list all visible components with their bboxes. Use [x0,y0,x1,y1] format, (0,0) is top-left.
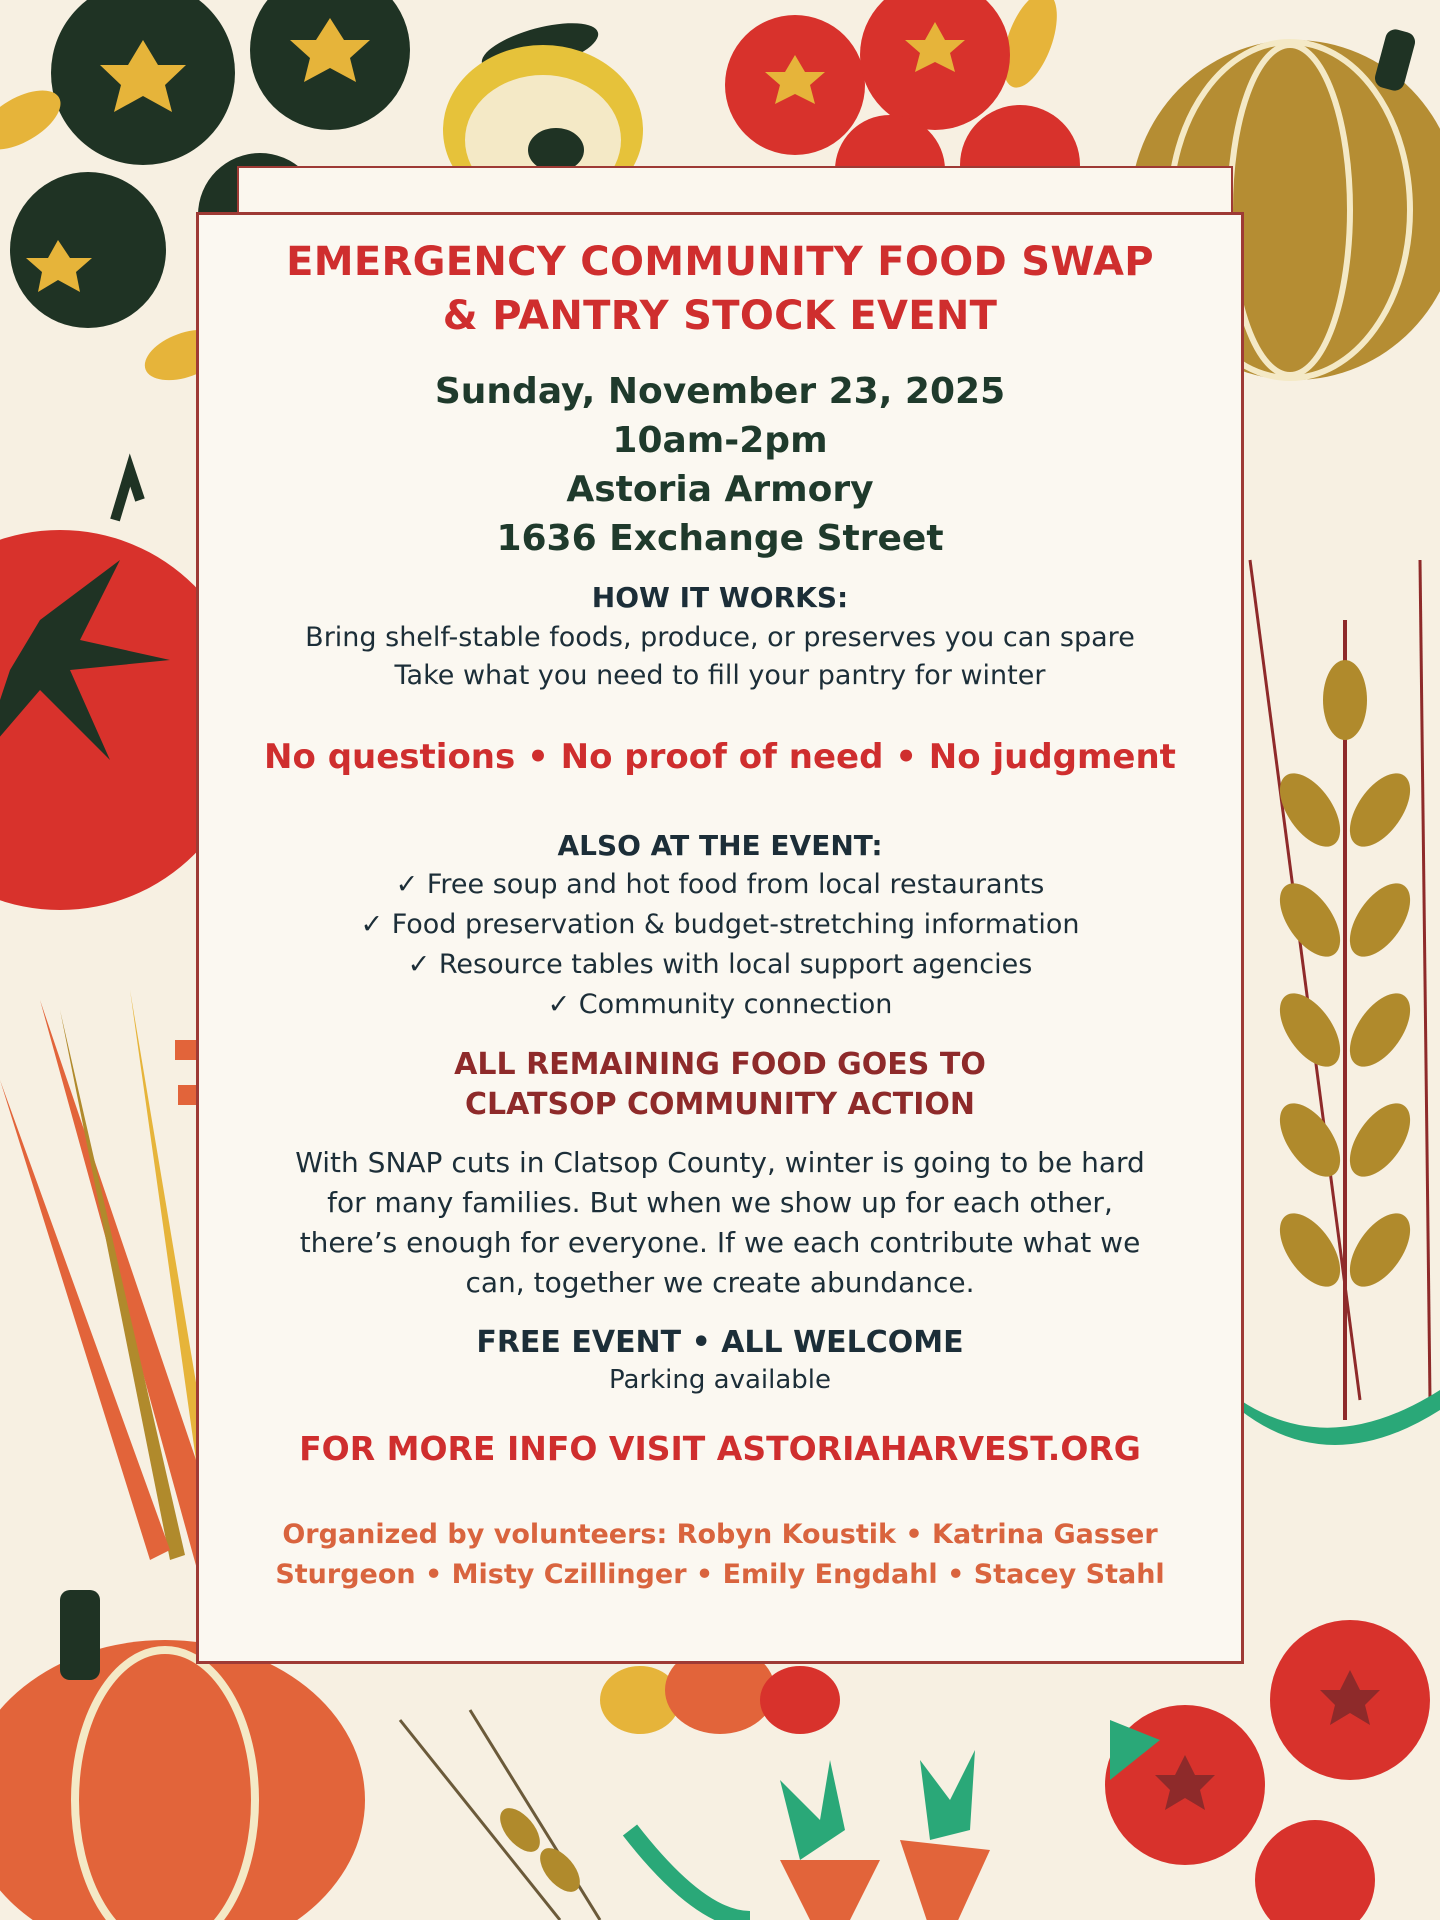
more-info-link[interactable]: FOR MORE INFO VISIT ASTORIAHARVEST.ORG [299,1429,1141,1468]
message-line: With SNAP cuts in Clatsop County, winter is going to be hard [295,1146,1145,1179]
event-flyer-panel [196,212,1244,1664]
also-list-item: ✓ Free soup and hot food from local restaurants [395,869,1045,900]
how-it-works-text [199,619,1241,695]
event-address: 1636 Exchange Street [496,518,944,559]
apple-icon [1105,1620,1430,1920]
also-list-item: ✓ Food preservation & budget-stretching information [360,909,1080,940]
organizers-line: Organized by volunteers: Robyn Koustik • Katrina Gasser [282,1519,1158,1550]
event-date: Sunday, November 23, 2025 [434,371,1006,412]
policy-statement: No questions • No proof of need • No judgment [264,737,1176,777]
title-line: & PANTRY STOCK EVENT [442,293,998,339]
event-venue: Astoria Armory [566,469,874,510]
remaining-line: CLATSOP COMMUNITY ACTION [465,1087,975,1122]
also-heading: ALSO AT THE EVENT: [557,829,883,862]
message-line: can, together we create abundance. [465,1266,975,1299]
how-it-works-heading: HOW IT WORKS: [591,581,849,614]
event-time: 10am-2pm [612,420,828,461]
also-list [199,865,1241,1025]
event-details [199,367,1241,563]
carrot-icon [630,1750,990,1920]
how-it-works-line: Bring shelf-stable foods, produce, or preserves you can spare [305,622,1135,653]
parking-note: Parking available [608,1365,831,1395]
title-line: EMERGENCY COMMUNITY FOOD SWAP [286,239,1154,285]
remaining-food-notice [199,1045,1241,1125]
remaining-line: ALL REMAINING FOOD GOES TO [454,1047,986,1082]
organizers-credit [239,1515,1201,1595]
wheat-icon [1240,560,1440,1445]
wheat-icon [400,1710,600,1920]
organizers-line: Sturgeon • Misty Czillinger • Emily Engdahl • Stacey Stahl [275,1559,1165,1590]
event-title [199,235,1241,343]
also-list-item: ✓ Resource tables with local support agencies [407,949,1033,980]
community-message [239,1143,1201,1303]
message-line: there’s enough for everyone. If we each contribute what we [299,1226,1141,1259]
message-line: for many families. But when we show up for each other, [327,1186,1113,1219]
how-it-works-line: Take what you need to fill your pantry for winter [394,660,1046,691]
also-list-item: ✓ Community connection [547,989,893,1020]
free-event-banner: FREE EVENT • ALL WELCOME [476,1325,964,1360]
